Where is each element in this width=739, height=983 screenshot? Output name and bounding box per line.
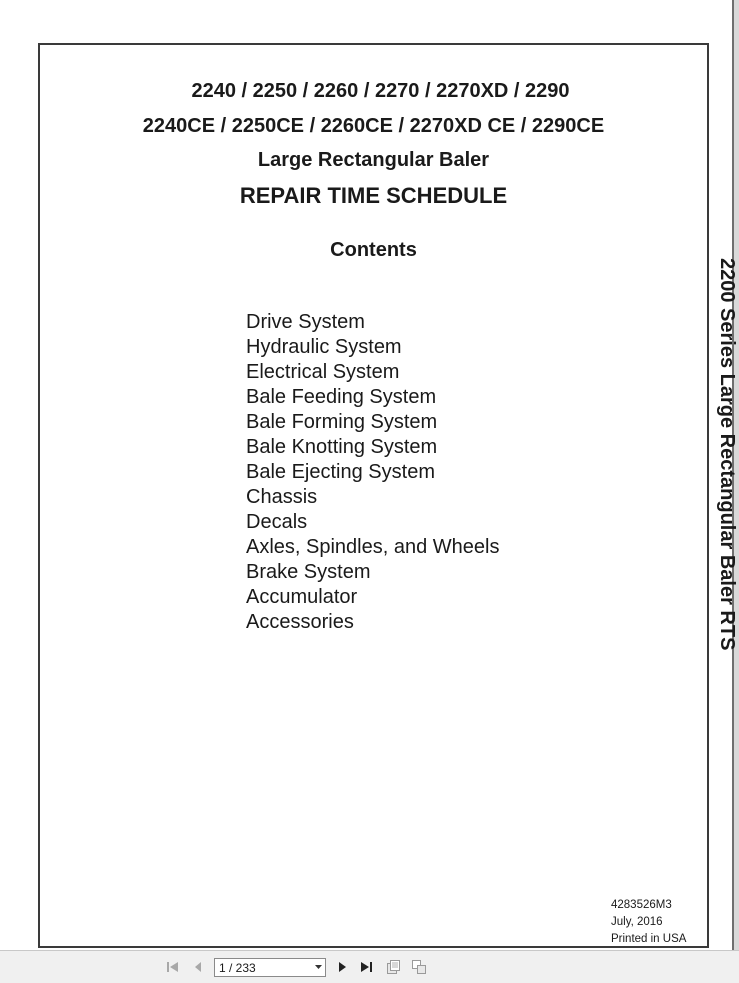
contents-item: Drive System — [246, 311, 365, 333]
document-page — [38, 43, 709, 948]
navigation-toolbar — [0, 950, 739, 983]
two-page-view-button[interactable] — [411, 959, 427, 975]
page-number-field[interactable] — [214, 958, 326, 977]
contents-item: Chassis — [246, 486, 318, 508]
contents-item: Decals — [246, 511, 308, 533]
two-page-view-icon — [411, 959, 427, 975]
next-page-button[interactable] — [334, 959, 350, 975]
first-page-icon — [166, 961, 180, 973]
machine-type: Large Rectangular Baler — [257, 149, 490, 171]
previous-page-icon — [192, 961, 204, 973]
single-page-view-button[interactable] — [385, 959, 401, 975]
last-page-button[interactable] — [358, 959, 374, 975]
first-page-button[interactable] — [165, 959, 181, 975]
chevron-down-icon[interactable] — [315, 965, 322, 970]
part-number: 4283526M3 — [611, 899, 672, 911]
single-page-view-icon — [385, 959, 401, 975]
side-tab-label: 2200 Series Large Rectangular Baler RTS — [716, 258, 738, 651]
contents-item: Electrical System — [246, 361, 400, 383]
publication-info — [611, 897, 686, 948]
previous-page-button[interactable] — [190, 959, 206, 975]
contents-item: Bale Forming System — [246, 411, 438, 433]
contents-heading: Contents — [330, 239, 417, 261]
models-line-2: 2240CE / 2250CE / 2260CE / 2270XD CE / 2290CE — [142, 115, 605, 137]
contents-list — [246, 310, 499, 635]
last-page-icon — [359, 961, 373, 973]
next-page-icon — [336, 961, 348, 973]
contents-item: Bale Knotting System — [246, 436, 438, 458]
models-line-1: 2240 / 2250 / 2260 / 2270 / 2270XD / 2290 — [191, 80, 570, 102]
page-number-input[interactable] — [215, 959, 315, 976]
contents-item: Hydraulic System — [246, 336, 402, 358]
contents-item: Bale Ejecting System — [246, 461, 435, 483]
contents-item: Brake System — [246, 561, 371, 583]
document-title: REPAIR TIME SCHEDULE — [239, 183, 508, 208]
contents-item: Bale Feeding System — [246, 386, 437, 408]
contents-item: Accumulator — [246, 586, 358, 608]
contents-item: Axles, Spindles, and Wheels — [246, 536, 500, 558]
printed-location: Printed in USA — [611, 933, 687, 945]
side-tab — [712, 258, 738, 678]
publication-date: July, 2016 — [611, 916, 663, 928]
contents-item: Accessories — [246, 611, 354, 633]
